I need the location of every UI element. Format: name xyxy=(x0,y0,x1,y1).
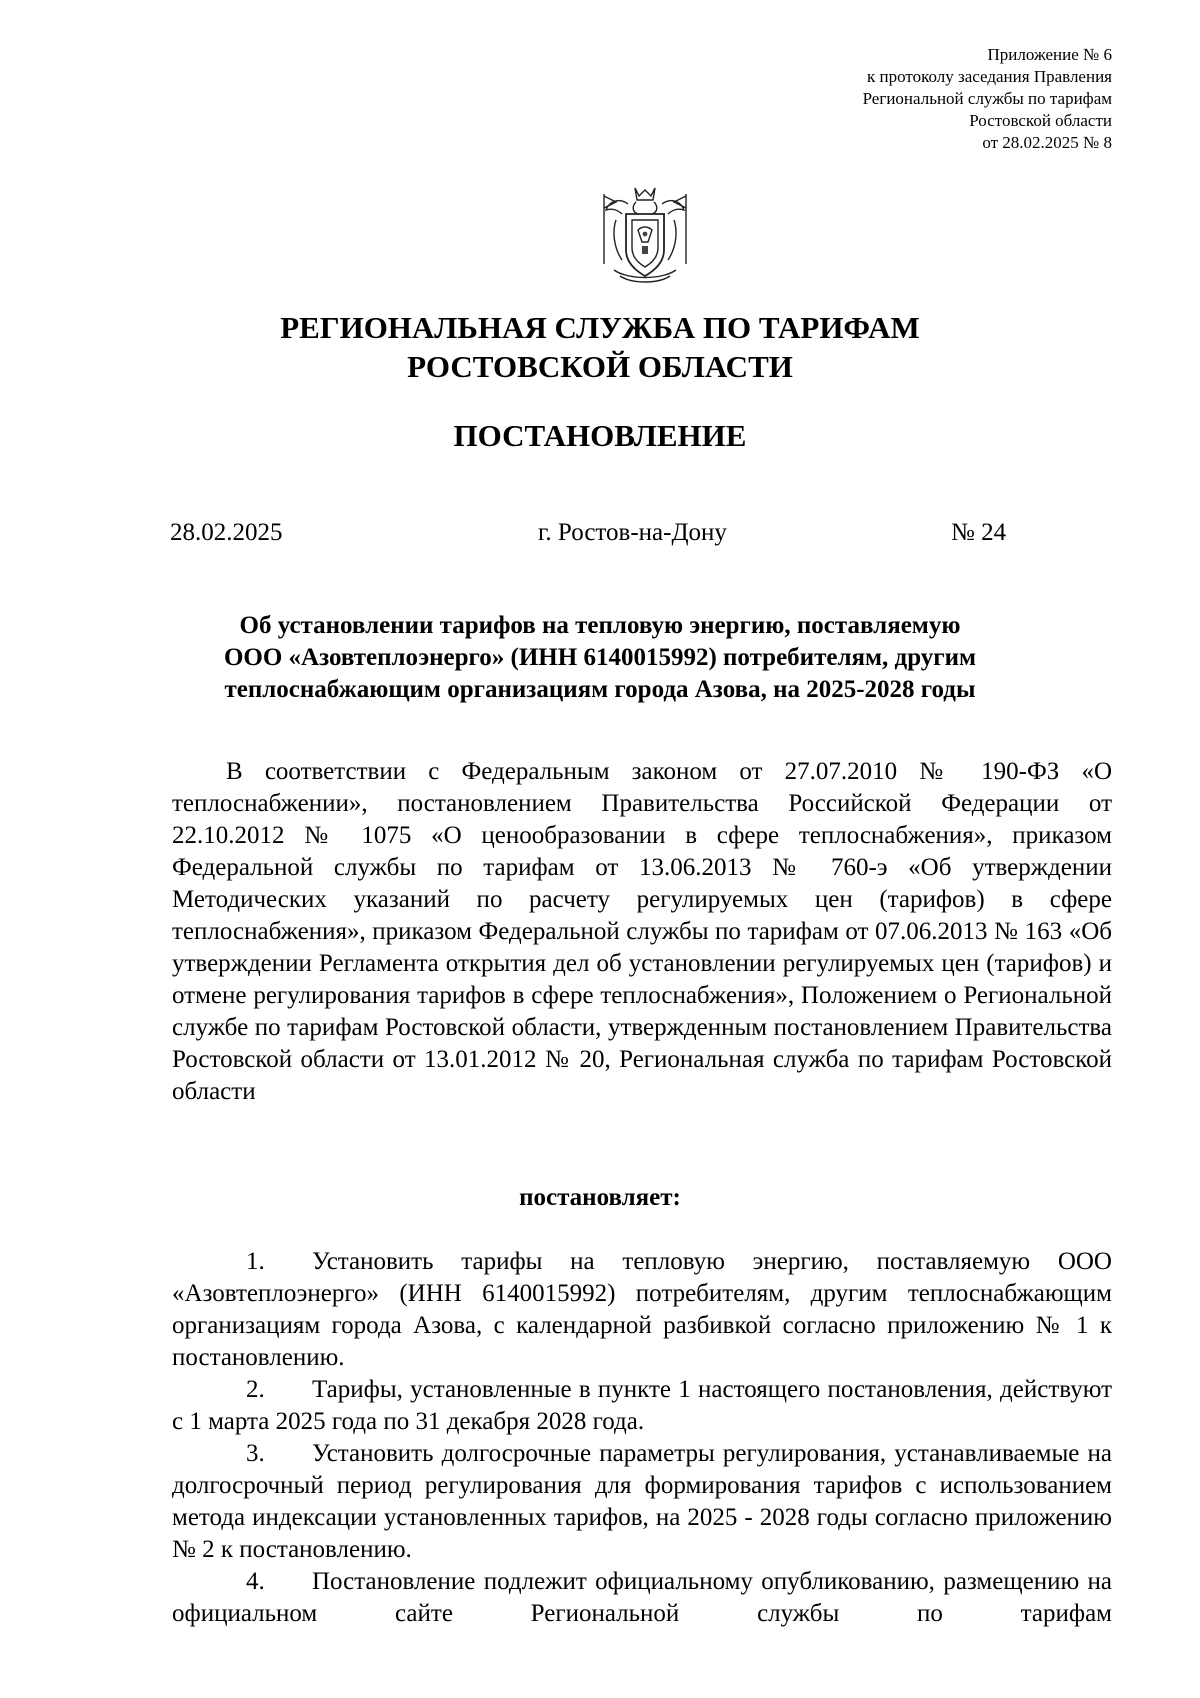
subject-line: Об установлении тарифов на тепловую энергию, поставляемую xyxy=(239,612,961,639)
appendix-line: Ростовской области xyxy=(969,111,1112,130)
document-date: 28.02.2025 xyxy=(170,519,283,546)
item-number: 3. xyxy=(246,1440,265,1467)
document-number: № 24 xyxy=(951,519,1007,546)
appendix-line: от 28.02.2025 № 8 xyxy=(982,133,1112,152)
appendix-line: Приложение № 6 xyxy=(987,45,1112,64)
item-text: Установить долгосрочные параметры регулирования, устанавливаемые на долгосрочный период регулирования для формирования тарифов с использованием метода индексации установленных тарифов, на 2025 - 2028 годы согласно приложению № 2 к постановлению. xyxy=(172,1440,1112,1563)
item-number: 4. xyxy=(246,1568,265,1595)
item-text: Постановление подлежит официальному опубликованию, размещению на официальном сайте Региональной службы по тарифам xyxy=(172,1568,1112,1627)
subject-line: ООО «Азовтеплоэнерго» (ИНН 6140015992) потребителям, другим xyxy=(223,644,977,671)
item-number: 1. xyxy=(246,1248,265,1275)
item-number: 2. xyxy=(246,1376,265,1403)
appendix-line: Региональной службы по тарифам xyxy=(862,89,1112,108)
resolution-item xyxy=(172,1566,1112,1630)
subject-line: теплоснабжающим организациям города Азова, на 2025-2028 годы xyxy=(224,676,976,703)
regional-coat-of-arms-icon xyxy=(598,184,692,290)
appendix-line: к протоколу заседания Правления xyxy=(867,67,1112,86)
document-city: г. Ростов-на-Дону xyxy=(538,519,727,546)
organization-title xyxy=(0,308,1200,386)
resolution-word: постановляет: xyxy=(519,1184,681,1211)
appendix-note xyxy=(863,44,1112,154)
document-type: ПОСТАНОВЛЕНИЕ xyxy=(453,418,747,453)
item-text: Тарифы, установленные в пункте 1 настоящего постановления, действуют с 1 марта 2025 года по 31 декабря 2028 года. xyxy=(172,1376,1112,1435)
resolution-item xyxy=(172,1246,1112,1374)
organization-title-line: РОСТОВСКОЙ ОБЛАСТИ xyxy=(407,349,793,384)
resolution-item xyxy=(172,1374,1112,1438)
resolution-item xyxy=(172,1438,1112,1566)
resolution-items xyxy=(172,1246,1112,1630)
organization-title-line: РЕГИОНАЛЬНАЯ СЛУЖБА ПО ТАРИФАМ xyxy=(280,310,920,345)
preamble-paragraph: В соответствии с Федеральным законом от 27.07.2010 № 190-ФЗ «О теплоснабжении», постановлением Правительства Российской Федерации от 22.10.2012 № 1075 «О ценообразовании в сфере теплоснабжения», приказом Федеральной службы по тарифам от 13.06.2013 № 760-э «Об утверждении Методических указаний по расчету регулируемых цен (тарифов) в сфере теплоснабжения», приказом Федеральной службы по тарифам от 07.06.2013 № 163 «Об утверждении Регламента открытия дел об установлении регулируемых цен (тарифов) и отмене регулирования тарифов в сфере теплоснабжения», Положением о Региональной службе по тарифам Ростовской области, утвержденным постановлением Правительства Ростовской области от 13.01.2012 № 20, Региональная служба по тарифам Ростовской области xyxy=(172,758,1112,1105)
item-text: Установить тарифы на тепловую энергию, поставляемую ООО «Азовтеплоэнерго» (ИНН 6140015992) потребителям, другим теплоснабжающим организациям города Азова, с календарной разбивкой согласно приложению № 1 к постановлению. xyxy=(172,1248,1112,1371)
document-subject xyxy=(0,610,1200,706)
